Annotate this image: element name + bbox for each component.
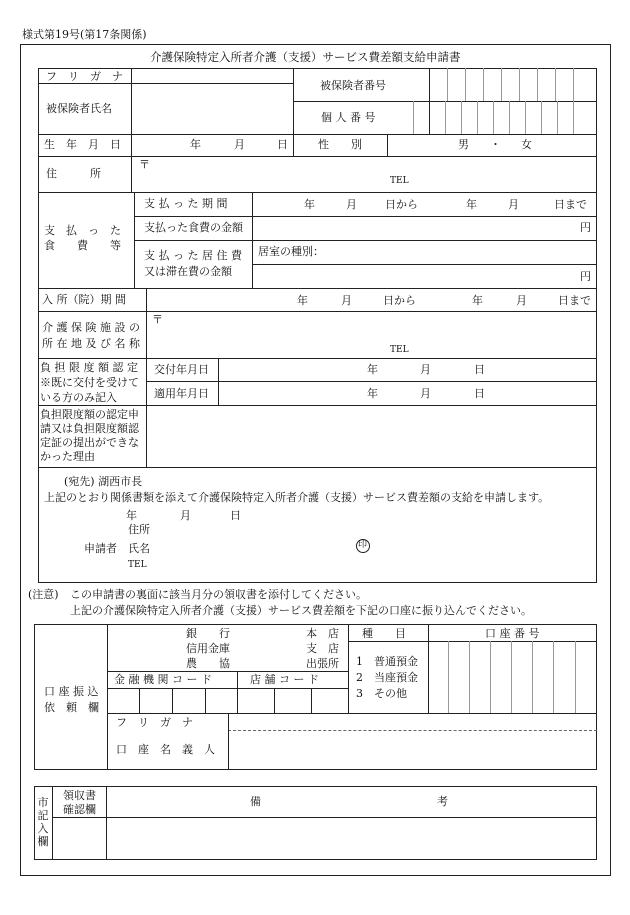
- residence-amount-yen: 円: [580, 270, 591, 283]
- admission-period-label: 入 所（院）期 間: [42, 293, 126, 306]
- apply-month: 月: [420, 387, 431, 400]
- period-to-day: 日まで: [554, 198, 587, 211]
- reason-label-2: 請又は負担限度額認: [40, 422, 139, 435]
- reason-label-4: かった理由: [40, 450, 95, 463]
- period-from-day: 日から: [385, 198, 418, 211]
- admission-from-year: 年: [297, 294, 308, 307]
- birth-month: 月: [234, 138, 245, 151]
- birth-date-label: 生 年 月 日: [44, 138, 121, 151]
- admission-from-day: 日から: [383, 294, 416, 307]
- applicant-label: 申請者: [84, 542, 117, 555]
- branch-type-head-office: 本 店: [306, 627, 339, 640]
- period-to-month: 月: [508, 198, 519, 211]
- account-type-3[interactable]: 3 その他: [356, 687, 407, 700]
- bank-type-credit-union: 信用金庫: [186, 642, 230, 655]
- account-number-header: 口 座 番 号: [485, 627, 540, 640]
- applicant-name-label: 氏名: [128, 542, 150, 555]
- period-from-year: 年: [304, 198, 315, 211]
- account-type-1[interactable]: 1 普通預金: [356, 655, 418, 668]
- institution-code-label: 金 融 機 関 コ ー ド: [114, 673, 212, 686]
- notes-line-2: 上記の介護保険特定入所者介護（支援）サービス費差額を下記の口座に振り込んでください。: [70, 604, 532, 617]
- admission-from-month: 月: [341, 294, 352, 307]
- tel-label: TEL: [390, 176, 409, 186]
- facility-postal-mark: 〒: [152, 313, 163, 326]
- branch-code-label: 店 舗 コ ー ド: [250, 673, 319, 686]
- reason-label-1: 負担限度額の認定申: [40, 408, 139, 421]
- branch-type-branch: 支 店: [306, 642, 339, 655]
- office-use-label: 市記入欄: [37, 796, 49, 848]
- issue-date-label: 交付年月日: [154, 363, 209, 376]
- issue-day: 日: [474, 363, 485, 376]
- facility-tel-label: TEL: [390, 345, 409, 355]
- applicant-tel-label: TEL: [128, 560, 147, 570]
- account-holder-label: 口 座 名 義 人: [116, 743, 215, 756]
- reason-label-3: 定証の提出ができな: [40, 436, 139, 449]
- bank-type-bank: 銀 行: [186, 627, 230, 640]
- issue-year: 年: [367, 363, 378, 376]
- bank-type-agri-coop: 農 協: [186, 657, 230, 670]
- apply-date-label: 適用年月日: [154, 387, 209, 400]
- food-amount-yen: 円: [580, 221, 591, 234]
- application-year: 年: [126, 509, 137, 522]
- paid-period-label: 支 払 っ た 期 間: [144, 197, 228, 210]
- residence-amount-label-1: 支 払 っ た 居 住 費: [144, 249, 242, 262]
- addressee: (宛先) 湖西市長: [64, 475, 143, 488]
- applicant-address-label: 住所: [128, 523, 150, 536]
- paid-food-label-2: 食 費 等: [44, 239, 121, 252]
- birth-day: 日: [277, 138, 288, 151]
- gender-male[interactable]: 男: [458, 138, 469, 151]
- food-amount-label: 支払った食費の金額: [144, 221, 243, 234]
- form-title: 介護保険特定入所者介護（支援）サービス費差額支給申請書: [150, 50, 461, 64]
- notes-line-1: この申請書の裏面に該当月分の領収書を添付してください。: [70, 588, 367, 601]
- furigana-label: フ リ ガ ナ: [46, 70, 123, 83]
- gender-separator: ・: [490, 138, 501, 151]
- account-type-header: 種 目: [362, 627, 406, 640]
- facility-label-1: 介 護 保 険 施 設 の: [42, 321, 140, 334]
- certificate-label-2: ※既に交付を受けて: [40, 376, 139, 389]
- apply-day: 日: [474, 387, 485, 400]
- application-statement: 上記のとおり関係書類を添えて介護保険特定入所者介護（支援）サービス費差額の支給を申請します。: [44, 491, 550, 504]
- facility-label-2: 所 在 地 及 び 名 称: [42, 337, 140, 350]
- room-type-label: 居室の種別：: [258, 245, 324, 258]
- period-from-month: 月: [346, 198, 357, 211]
- paid-food-label-1: 支 払 っ た: [44, 224, 121, 237]
- account-type-2[interactable]: 2 当座預金: [356, 671, 418, 684]
- birth-year: 年: [190, 138, 201, 151]
- apply-year: 年: [367, 387, 378, 400]
- gender-female[interactable]: 女: [521, 138, 532, 151]
- admission-to-day: 日まで: [558, 294, 591, 307]
- admission-to-year: 年: [472, 294, 483, 307]
- notes-label: (注意): [28, 588, 59, 601]
- bank-section-label-2: 依 頼 欄: [44, 701, 99, 714]
- admission-to-month: 月: [516, 294, 527, 307]
- gender-label: 性 別: [318, 138, 362, 151]
- seal-mark: 印: [356, 539, 370, 553]
- address-label: 住 所: [46, 167, 101, 180]
- application-month: 月: [180, 509, 191, 522]
- branch-type-sub-branch: 出張所: [306, 657, 339, 670]
- certificate-label-1: 負 担 限 度 額 認 定: [40, 361, 138, 374]
- insured-name-label: 被保険者氏名: [46, 102, 112, 115]
- receipt-check-label-2: 確認欄: [63, 803, 96, 816]
- residence-amount-label-2: 又は滞在費の金額: [144, 265, 232, 278]
- receipt-check-label-1: 領収書: [63, 789, 96, 802]
- remarks-label: 備 考: [250, 795, 448, 808]
- bank-section-label-1: 口 座 振 込: [44, 685, 99, 698]
- personal-number-label: 個 人 番 号: [321, 111, 376, 124]
- insured-number-label: 被保険者番号: [320, 79, 386, 92]
- application-day: 日: [230, 509, 241, 522]
- holder-furigana-label: フ リ ガ ナ: [116, 716, 193, 729]
- form-number: 様式第19号(第17条関係): [22, 28, 147, 41]
- period-to-year: 年: [466, 198, 477, 211]
- issue-month: 月: [420, 363, 431, 376]
- postal-mark: 〒: [139, 158, 150, 171]
- certificate-label-3: いる方のみ記入: [40, 391, 117, 404]
